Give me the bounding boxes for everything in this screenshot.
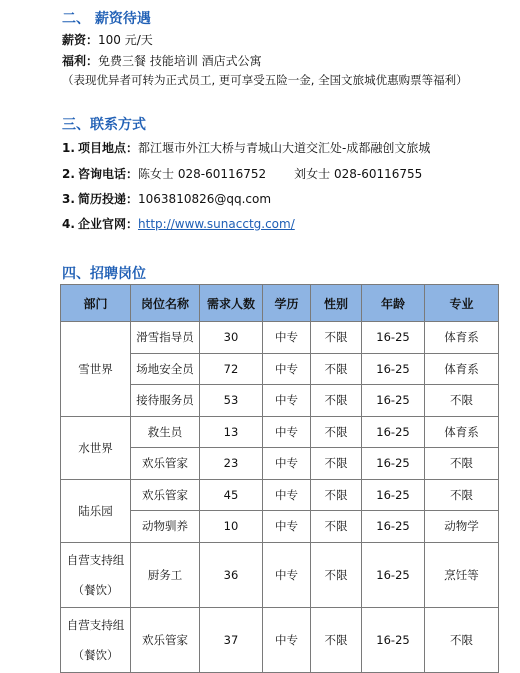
contact-value: 都江堰市外江大桥与青城山大道交汇处-成都融创文旅城 bbox=[138, 141, 431, 155]
major-cell: 不限 bbox=[425, 448, 499, 480]
position-cell: 欢乐管家 bbox=[131, 448, 200, 480]
gender-cell: 不限 bbox=[311, 353, 362, 385]
major-cell: 不限 bbox=[425, 607, 499, 672]
header-edu: 学历 bbox=[263, 285, 311, 322]
edu-cell: 中专 bbox=[263, 416, 311, 448]
dept-name: 自营支持组 bbox=[66, 552, 125, 567]
dept-note: （餐饮） bbox=[72, 647, 119, 662]
gender-cell: 不限 bbox=[311, 607, 362, 672]
position-cell: 场地安全员 bbox=[131, 353, 200, 385]
welfare-line bbox=[62, 53, 262, 69]
age-cell: 16-25 bbox=[362, 479, 425, 511]
contact-item-location bbox=[62, 140, 430, 156]
header-count: 需求人数 bbox=[200, 285, 263, 322]
count-cell: 36 bbox=[200, 542, 263, 607]
edu-cell: 中专 bbox=[263, 448, 311, 480]
count-cell: 72 bbox=[200, 353, 263, 385]
table-row bbox=[61, 416, 499, 448]
website-link[interactable]: http://www.sunacctg.com/ bbox=[138, 217, 295, 231]
section-title-jobs: 四、招聘岗位 bbox=[62, 266, 146, 282]
jobs-table bbox=[60, 284, 499, 673]
contact-phone-2: 刘女士 028-60116755 bbox=[294, 167, 423, 181]
count-cell: 23 bbox=[200, 448, 263, 480]
contact-item-resume bbox=[62, 191, 271, 207]
count-cell: 30 bbox=[200, 322, 263, 354]
position-cell: 动物驯养 bbox=[131, 511, 200, 543]
contact-item-website bbox=[62, 216, 295, 232]
age-cell: 16-25 bbox=[362, 448, 425, 480]
major-cell: 烹饪等 bbox=[425, 542, 499, 607]
count-cell: 37 bbox=[200, 607, 263, 672]
age-cell: 16-25 bbox=[362, 385, 425, 417]
position-cell: 欢乐管家 bbox=[131, 607, 200, 672]
gender-cell: 不限 bbox=[311, 416, 362, 448]
header-major: 专业 bbox=[425, 285, 499, 322]
gender-cell: 不限 bbox=[311, 322, 362, 354]
edu-cell: 中专 bbox=[263, 385, 311, 417]
gender-cell: 不限 bbox=[311, 385, 362, 417]
header-age: 年龄 bbox=[362, 285, 425, 322]
age-cell: 16-25 bbox=[362, 542, 425, 607]
edu-cell: 中专 bbox=[263, 542, 311, 607]
age-cell: 16-25 bbox=[362, 607, 425, 672]
contact-label: 咨询电话： bbox=[78, 167, 139, 181]
age-cell: 16-25 bbox=[362, 511, 425, 543]
count-cell: 10 bbox=[200, 511, 263, 543]
dept-note: （餐饮） bbox=[72, 582, 119, 597]
position-cell: 欢乐管家 bbox=[131, 479, 200, 511]
major-cell: 体育系 bbox=[425, 353, 499, 385]
dept-cell bbox=[61, 607, 131, 672]
count-cell: 45 bbox=[200, 479, 263, 511]
contact-num: 1. bbox=[62, 141, 75, 155]
contact-label: 企业官网： bbox=[78, 217, 139, 231]
edu-cell: 中专 bbox=[263, 511, 311, 543]
contact-email: 1063810826@qq.com bbox=[138, 192, 272, 206]
contact-label: 项目地点： bbox=[78, 141, 139, 155]
header-gender: 性别 bbox=[311, 285, 362, 322]
header-dept: 部门 bbox=[61, 285, 131, 322]
salary-label: 薪资： bbox=[62, 33, 99, 47]
salary-value: 100 元/天 bbox=[98, 33, 153, 47]
count-cell: 53 bbox=[200, 385, 263, 417]
position-cell: 接待服务员 bbox=[131, 385, 200, 417]
contact-label: 简历投递： bbox=[78, 192, 139, 206]
contact-num: 2. bbox=[62, 167, 75, 181]
major-cell: 体育系 bbox=[425, 322, 499, 354]
table-header-row bbox=[61, 285, 499, 322]
dept-cell: 雪世界 bbox=[61, 322, 131, 417]
major-cell: 动物学 bbox=[425, 511, 499, 543]
section-title-salary: 二、 薪资待遇 bbox=[62, 11, 151, 27]
position-cell: 厨务工 bbox=[131, 542, 200, 607]
dept-name: 自营支持组 bbox=[66, 617, 125, 632]
age-cell: 16-25 bbox=[362, 416, 425, 448]
gender-cell: 不限 bbox=[311, 479, 362, 511]
table-row bbox=[61, 607, 499, 672]
position-cell: 滑雪指导员 bbox=[131, 322, 200, 354]
contact-phone-1: 陈女士 028-60116752 bbox=[138, 167, 267, 181]
gender-cell: 不限 bbox=[311, 542, 362, 607]
gender-cell: 不限 bbox=[311, 511, 362, 543]
salary-line bbox=[62, 32, 153, 48]
table-row bbox=[61, 542, 499, 607]
edu-cell: 中专 bbox=[263, 479, 311, 511]
major-cell: 不限 bbox=[425, 385, 499, 417]
dept-cell: 水世界 bbox=[61, 416, 131, 479]
edu-cell: 中专 bbox=[263, 353, 311, 385]
dept-cell: 陆乐园 bbox=[61, 479, 131, 542]
welfare-note: （表现优异者可转为正式员工, 更可享受五险一金, 全国文旅城优惠购票等福利） bbox=[62, 73, 468, 87]
dept-cell bbox=[61, 542, 131, 607]
age-cell: 16-25 bbox=[362, 322, 425, 354]
table-row bbox=[61, 479, 499, 511]
major-cell: 不限 bbox=[425, 479, 499, 511]
position-cell: 救生员 bbox=[131, 416, 200, 448]
contact-num: 3. bbox=[62, 192, 75, 206]
header-position: 岗位名称 bbox=[131, 285, 200, 322]
contact-item-phone bbox=[62, 166, 422, 182]
count-cell: 13 bbox=[200, 416, 263, 448]
edu-cell: 中专 bbox=[263, 322, 311, 354]
welfare-value: 免费三餐 技能培训 酒店式公寓 bbox=[98, 54, 262, 68]
section-title-contact: 三、联系方式 bbox=[62, 117, 146, 133]
welfare-label: 福利： bbox=[62, 54, 99, 68]
age-cell: 16-25 bbox=[362, 353, 425, 385]
contact-num: 4. bbox=[62, 217, 75, 231]
table-row bbox=[61, 322, 499, 354]
edu-cell: 中专 bbox=[263, 607, 311, 672]
gender-cell: 不限 bbox=[311, 448, 362, 480]
major-cell: 体育系 bbox=[425, 416, 499, 448]
